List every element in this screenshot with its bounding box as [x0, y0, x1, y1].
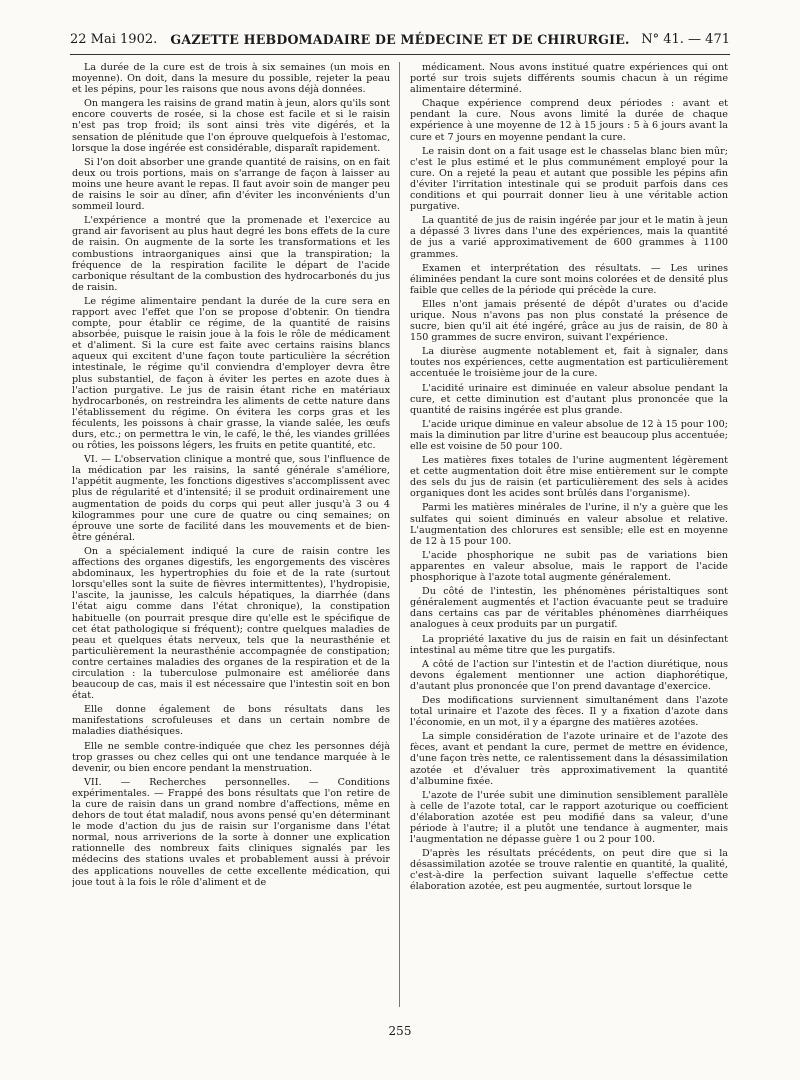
paragraph: Elle donne également de bons résultats dans les manifestations scrofuleuses et dans un certain nombre de maladies diathésiques.	[72, 704, 390, 738]
paragraph: médicament. Nous avons institué quatre expériences qui ont porté sur trois sujets différents soumis chacun à un régime alimentaire déterminé.	[410, 62, 728, 96]
issue-page-number: N° 41. — 471	[641, 32, 730, 47]
paragraph: L'azote de l'urée subit une diminution sensiblement parallèle à celle de l'azote total, car le rapport azoturique ou coefficient d'élaboration azotée est peu modifié dans sa valeur, d'une période à l'autre; il a plutôt une tendance à augmenter, mais l'augmentation ne dépasse guère 1 ou 2 pour 100.	[410, 789, 728, 846]
paragraph: Elle ne semble contre-indiquée que chez les personnes déjà trop grasses ou chez celles qui ont une tendance marquée à le devenir, ou bien encore pendant la menstruation.	[72, 740, 390, 774]
paragraph: Du côté de l'intestin, les phénomènes péristaltiques sont généralement augmentés et l'action évacuante peut se traduire dans certains cas par de véritables phénomènes diarrhéiques analogues à ceux produits par un purgatif.	[410, 586, 728, 631]
paragraph: A côté de l'action sur l'intestin et de l'action diurétique, nous devons également mentionner une action diaphorétique, d'autant plus prononcée que l'on prend davantage d'exercice.	[410, 658, 728, 692]
paragraph: VI. — L'observation clinique a montré que, sous l'influence de la médication par les raisins, la santé générale s'améliore, l'appétit augmente, les fonctions digestives s'accomplissent avec plus de régularité et d'intensité; il se produit ordinairement une augmentation de poids du corps qui peut aller jusqu'à 3 ou 4 kilogrammes pour une cure de quatre ou cinq semaines; on éprouve une sorte de facilité dans les mouvements et de bien-être général.	[72, 454, 390, 543]
paragraph: La quantité de jus de raisin ingérée par jour et le matin à jeun a dépassé 3 livres dans l'une des expériences, mais la quantité de jus a varié approximativement de 600 grammes à 1100 grammes.	[410, 215, 728, 260]
left-column	[72, 62, 390, 1012]
page-header	[70, 32, 730, 54]
paragraph: Si l'on doit absorber une grande quantité de raisins, on en fait deux ou trois portions, mais on s'arrange de façon à laisser au moins une heure avant le repas. Il faut avoir soin de manger peu de raisins le soir au dîner, afin d'éviter les inconvénients d'un sommeil lourd.	[72, 156, 390, 213]
paragraph: Examen et interprétation des résultats. — Les urines éliminées pendant la cure sont moins colorées et de densité plus faible que celles de la période qui précède la cure.	[410, 262, 728, 296]
paragraph: L'acide phosphorique ne subit pas de variations bien apparentes en valeur absolue, mais le rapport de l'acide phosphorique à l'azote total augmente généralement.	[410, 549, 728, 584]
journal-title: GAZETTE HEBDOMADAIRE DE MÉDECINE ET DE CHIRURGIE.	[170, 32, 630, 47]
paragraph: D'après les résultats précédents, on peut dire que si la désassimilation azotée se trouve ralentie en quantité, la qualité, c'est-à-dire la perfection suivant laquelle s'effectue cette élaboration azotée, est peu augmentée, surtout lorsque le	[410, 848, 728, 893]
column-separator	[399, 62, 400, 1007]
paragraph: L'acidité urinaire est diminuée en valeur absolue pendant la cure, et cette diminution est d'autant plus prononcée que la quantité de raisins ingérée est plus grande.	[410, 382, 728, 416]
right-column	[410, 62, 728, 1012]
paragraph: L'expérience a montré que la promenade et l'exercice au grand air favorisent au plus haut degré les bons effets de la cure de raisin. On augmente de la sorte les transformations et les combustions intraorganiques ainsi que la transpiration; la fréquence de la respiration facilite le départ de l'acide carbonique résultant de la combustion des hydrocarbonés du jus de raisin.	[72, 215, 390, 293]
paragraph: La simple considération de l'azote urinaire et de l'azote des fèces, avant et pendant la cure, permet de mettre en évidence, d'une façon très nette, ce ralentissement dans la désassimilation azotée et d'évaluer très approximativement la quantité d'albumine fixée.	[410, 731, 728, 787]
paragraph: L'acide urique diminue en valeur absolue de 12 à 15 pour 100; mais la diminution par litre d'urine est beaucoup plus accentuée; elle est voisine de 50 pour 100.	[410, 418, 728, 452]
paragraph: La propriété laxative du jus de raisin en fait un désinfectant intestinal au même titre que les purgatifs.	[410, 633, 728, 656]
paragraph: Les matières fixes totales de l'urine augmentent légèrement et cette augmentation doit être mise entièrement sur le compte des sels du jus de raisin (et particulièrement des sels à acides organiques dont les acides sont brûlés dans l'organisme).	[410, 455, 728, 500]
paragraph: On mangera les raisins de grand matin à jeun, alors qu'ils sont encore couverts de rosée, si la chose est facile et si le raisin n'est pas trop froid; ils sont ainsi très vite digérés, et la sensation de plénitude que l'on éprouve quelquefois à l'estomac, lorsque la dose ingérée est considérable, disparaît rapidement.	[72, 98, 390, 154]
paragraph: Chaque expérience comprend deux périodes : avant et pendant la cure. Nous avons limité la durée de chaque expérience à une moyenne de 12 à 15 jours : 5 à 6 jours avant la cure et 7 jours en moyenne pendant la cure.	[410, 98, 728, 143]
paragraph: Parmi les matières minérales de l'urine, il n'y a guère que les sulfates qui soient diminués en valeur absolue et relative. L'augmentation des chlorures est sensible; elle est en moyenne de 12 à 15 pour 100.	[410, 502, 728, 547]
paragraph: La diurèse augmente notablement et, fait à signaler, dans toutes nos expériences, cette augmentation est particulièrement accentuée le troisième jour de la cure.	[410, 346, 728, 380]
paragraph: VII. — Recherches personnelles. — Conditions expérimentales. — Frappé des bons résultats que l'on retire de la cure de raisin dans un grand nombre d'affections, même en dehors de tout état maladif, nous avons pensé qu'en déterminant le mode d'action du jus de raisin sur l'organisme dans l'état normal, nous arriverions de la sorte à donner une explication rationnelle des nombreux faits cliniques signalés par les médecins des stations uvales et probablement aussi à prévoir des applications nouvelles de cette excellente médication, qui joue tout à la fois le rôle d'aliment et de	[72, 776, 390, 888]
header-date: 22 Mai 1902.	[70, 32, 158, 47]
paragraph: On a spécialement indiqué la cure de raisin contre les affections des organes digestifs, les engorgements des viscères abdominaux, les hypertrophies du foie et de la rate (surtout lorsqu'elles sont la suite de fièvres intermittentes), l'hydropisie, l'ascite, la jaunisse, les calculs hépatiques, la diarrhée (dans l'état aigu comme dans l'état chronique), la constipation habituelle (on pourrait presque dire qu'elle est le spécifique de cet état pathologique si fréquent); contre quelques maladies de peau et quelques états nerveux, tels que la neurasthénie et particulièrement la neurasthénie accompagnée de constipation; contre certaines maladies des organes de la respiration et de la circulation : la tuberculose pulmonaire est améliorée dans beaucoup de cas, mais il est nécessaire que l'intestin soit en bon état.	[72, 545, 390, 702]
page-number-footer: 255	[388, 1024, 412, 1038]
paragraph: La durée de la cure est de trois à six semaines (un mois en moyenne). On doit, dans la mesure du possible, rejeter la peau et les pépins, pour les raisons que nous avons déjà données.	[72, 62, 390, 96]
paragraph: Des modifications surviennent simultanément dans l'azote total urinaire et l'azote des fèces. Il y a fixation d'azote dans l'économie, en un mot, il y a épargne des matières azotées.	[410, 694, 728, 729]
header-rule	[70, 54, 730, 55]
paragraph: Le raisin dont on a fait usage est le chasselas blanc bien mûr; c'est le plus estimé et le plus communément employé pour la cure. On a rejeté la peau et autant que possible les pépins afin d'éviter l'irritation intestinale qui se produit parfois dans ces conditions et qui pourrait donner lieu à une véritable action purgative.	[410, 145, 728, 213]
paragraph: Le régime alimentaire pendant la durée de la cure sera en rapport avec l'effet que l'on se propose d'obtenir. On tiendra compte, pour établir ce régime, de la quantité de raisins absorbée, puisque le raisin joue à la fois le rôle de médicament et d'aliment. Si la cure est faite avec certains raisins blancs aqueux qui excitent d'une façon toute particulière la sécrétion intestinale, le régime qu'il conviendra d'employer devra être plus substantiel, de façon à éviter les pertes en azote dues à l'action purgative. Le jus de raisin étant riche en matériaux hydrocarbonés, on restreindra les aliments de cette nature dans l'établissement du régime. On évitera les corps gras et les féculents, les poissons à chair grasse, la viande salée, les œufs durs, etc.; on permettra le vin, le café, le thé, les viandes grillées ou rôties, les poissons légers, les fruits en petite quantité, etc.	[72, 295, 390, 452]
paragraph: Elles n'ont jamais présenté de dépôt d'urates ou d'acide urique. Nous n'avons pas non plus constaté la présence de sucre, bien qu'il ait été ingéré, grâce au jus de raisin, de 80 à 150 grammes de sucre environ, suivant l'expérience.	[410, 298, 728, 344]
